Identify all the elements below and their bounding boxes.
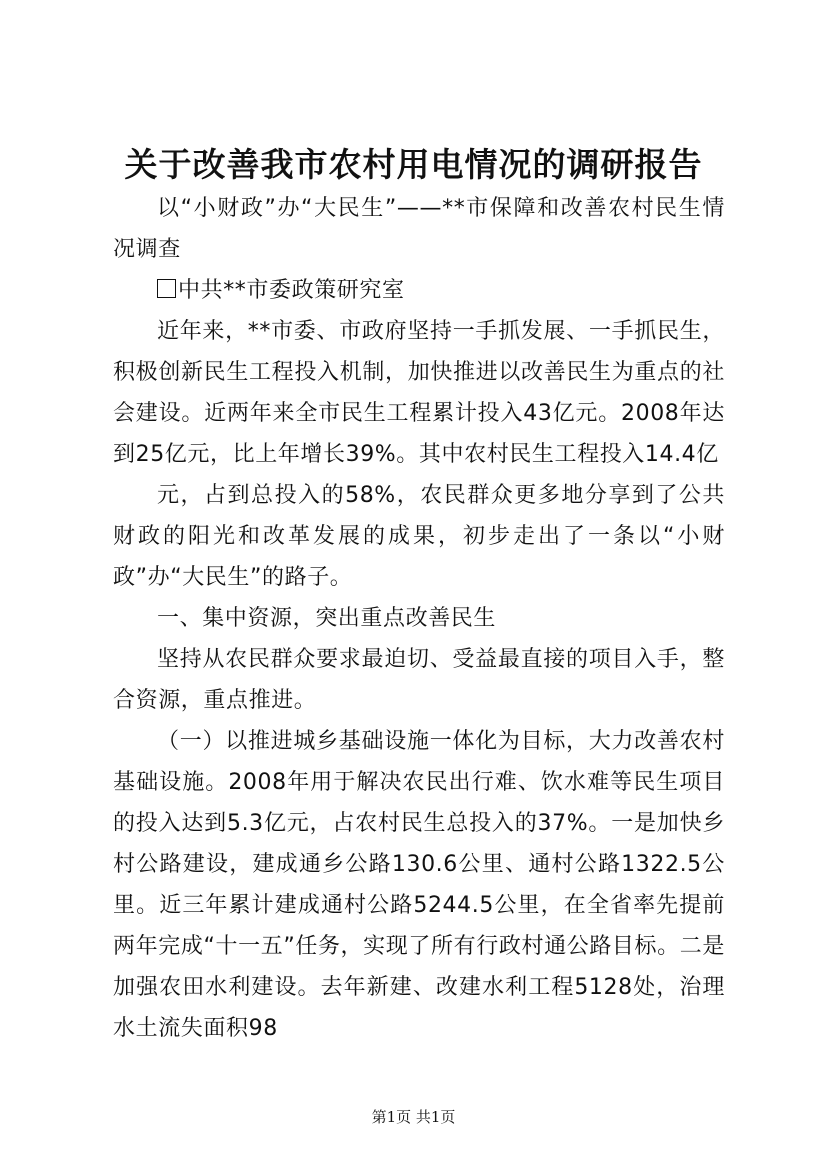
paragraph: 坚持从农民群众要求最迫切、受益最直接的项目入手，整合资源，重点推进。 [113, 647, 725, 713]
document-author: 中共**市委政策研究室 [178, 278, 405, 303]
section-heading: 一、集中资源，突出重点改善民生 [157, 606, 497, 631]
document-body [113, 188, 725, 1049]
paragraph: 近年来，**市委、市政府坚持一手抓发展、一手抓民生，积极创新民生工程投入机制，加快推进以改善民生为重点的社会建设。近两年来全市民生工程累计投入43亿元。2008年达到25亿元，比上年增长39%。其中农村民生工程投入14.4亿 [113, 319, 725, 467]
page-footer: 第1页 共1页 [371, 1108, 456, 1126]
document-title: 关于改善我市农村用电情况的调研报告 [124, 145, 703, 184]
document-author-line [113, 270, 725, 311]
document-subtitle: 以“小财政”办“大民生”——**市保障和改善农村民生情况调查 [113, 196, 725, 262]
paragraph: 元，占到总投入的58%，农民群众更多地分享到了公共财政的阳光和改革发展的成果，初步走出了一条以“小财政”办“大民生”的路子。 [113, 483, 725, 590]
paragraph: （一）以推进城乡基础设施一体化为目标，大力改善农村基础设施。2008年用于解决农民出行难、饮水难等民生项目的投入达到5.3亿元，占农村民生总投入的37%。一是加快乡村公路建设，建成通乡公路130.6公里、通村公路1322.5公里。近三年累计建成通村公路5244.5公里，在全省率先提前两年完成“十一五”任务，实现了所有行政村通公路目标。二是加强农田水利建设。去年新建、改建水利工程5128处，治理水土流失面积98 [113, 729, 725, 1041]
checkbox-square-icon [157, 279, 176, 298]
